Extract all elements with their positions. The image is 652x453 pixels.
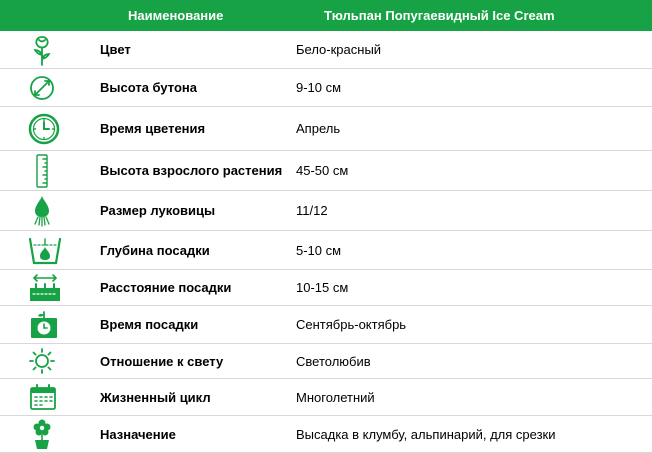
row-value: Сентябрь-октябрь — [296, 317, 407, 332]
table-row — [0, 31, 652, 69]
sun-icon — [28, 347, 56, 375]
row-icon-cell — [0, 194, 100, 228]
calendar-icon — [28, 382, 58, 412]
table-row — [0, 151, 652, 191]
row-value: Бело-красный — [296, 42, 382, 57]
row-name: Расстояние посадки — [100, 280, 232, 295]
table-row — [0, 69, 652, 107]
row-value: Светолюбив — [296, 353, 371, 369]
row-value: Высадка в клумбу, альпинарий, для срезки — [296, 426, 556, 442]
row-name: Высота бутона — [100, 80, 198, 95]
header-value-label: Тюльпан Попугаевидный Ice Cream — [324, 8, 555, 23]
bulb-icon — [28, 194, 56, 228]
row-name: Отношение к свету — [100, 353, 224, 369]
row-name: Назначение — [100, 426, 176, 442]
row-name: Время цветения — [100, 121, 206, 136]
header-name-label: Наименование — [128, 8, 224, 23]
row-name: Жизненный цикл — [100, 389, 211, 405]
planting-time-icon — [28, 310, 60, 340]
table-row — [0, 379, 652, 416]
table-row — [0, 231, 652, 270]
table-row — [0, 344, 652, 379]
row-value: 11/12 — [296, 203, 328, 218]
row-name: Время посадки — [100, 317, 199, 332]
table-row — [0, 107, 652, 151]
row-icon-cell — [0, 33, 100, 67]
rose-icon — [28, 33, 56, 67]
row-value: 45-50 см — [296, 163, 349, 178]
row-icon-cell — [0, 73, 100, 103]
row-icon-cell — [0, 153, 100, 189]
row-icon-cell — [0, 347, 100, 375]
planting-distance-icon — [28, 273, 62, 303]
row-value: 5-10 см — [296, 242, 342, 258]
table-row — [0, 416, 652, 453]
row-icon-cell — [0, 113, 100, 145]
ruler-icon — [28, 153, 56, 189]
row-icon-cell — [0, 382, 100, 412]
bud-height-icon — [28, 73, 56, 103]
row-name: Глубина посадки — [100, 242, 210, 258]
row-icon-cell — [0, 235, 100, 265]
row-icon-cell — [0, 310, 100, 340]
row-name: Высота взрослого растения — [100, 163, 283, 178]
planting-depth-icon — [28, 235, 62, 265]
table-row — [0, 306, 652, 344]
table-row — [0, 270, 652, 306]
row-value: 10-15 см — [296, 280, 349, 295]
row-value: Многолетний — [296, 389, 375, 405]
clock-icon — [28, 113, 60, 145]
row-value: 9-10 см — [296, 80, 342, 95]
table-row — [0, 191, 652, 231]
table-header — [0, 0, 652, 31]
row-name: Цвет — [100, 42, 131, 57]
row-name: Размер луковицы — [100, 203, 216, 218]
row-icon-cell — [0, 273, 100, 303]
row-value: Апрель — [296, 121, 341, 136]
